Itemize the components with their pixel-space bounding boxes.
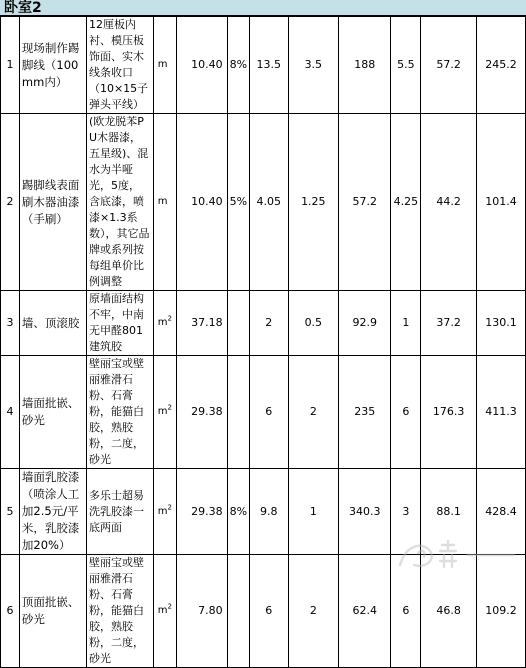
table-row (1, 555, 526, 668)
row-number: 5 (1, 469, 20, 555)
item-name: 踢脚线表面刷木器油漆（手刷） (19, 114, 86, 291)
quantity: 10.40 (176, 114, 227, 291)
labor-total: 57.2 (421, 17, 477, 114)
item-name: 墙、顶滚胶 (19, 291, 86, 356)
labor-unit-price: 6 (391, 555, 421, 668)
auxiliary-unit-price: 3.5 (288, 17, 339, 114)
material-unit-price: 4.05 (250, 114, 288, 291)
labor-total: 44.2 (421, 114, 477, 291)
labor-total: 37.2 (421, 291, 477, 356)
loss-rate (227, 555, 249, 668)
item-description: (欧龙脱苯PU木器漆，五星级)、混水为半哑光，5度，含底漆，喷漆×1.3系数），其它品牌或系列按每组单价比例调整 (86, 114, 153, 291)
item-name: 现场制作踢脚线（100mm内） (19, 17, 86, 114)
unit: $m^2$ (153, 291, 176, 356)
unit: $m^2$ (153, 469, 176, 555)
material-total: 57.2 (339, 114, 391, 291)
item-description: 壁丽宝或壁丽雅滑石粉、石膏粉，能猫白胶，熟胶粉，二度，砂光 (86, 356, 153, 469)
quantity: 29.38 (176, 356, 227, 469)
material-unit-price: 6 (250, 356, 288, 469)
unit: $m^2$ (153, 356, 176, 469)
material-unit-price: 9.8 (250, 469, 288, 555)
item-name: 顶面批嵌、砂光 (19, 555, 86, 668)
loss-rate (227, 356, 249, 469)
item-name: 墙面乳胶漆（喷涂人工加2.5元/平米，乳胶漆加20%） (19, 469, 86, 555)
section-title: 卧室2 (0, 0, 526, 16)
material-unit-price: 2 (250, 291, 288, 356)
row-total: 428.4 (477, 469, 526, 555)
item-description: 12厘板内衬、模压板饰面、实木线条收口（10×15子弹头平线） (86, 17, 153, 114)
labor-unit-price: 4.25 (391, 114, 421, 291)
quantity: 10.40 (176, 17, 227, 114)
quantity: 29.38 (176, 469, 227, 555)
row-total: 411.3 (477, 356, 526, 469)
loss-rate: 8% (227, 17, 249, 114)
item-description: 原墙面结构不牢，中南无甲醛801建筑胶 (86, 291, 153, 356)
row-total: 245.2 (477, 17, 526, 114)
item-name: 墙面批嵌、砂光 (19, 356, 86, 469)
labor-unit-price: 3 (391, 469, 421, 555)
material-total: 235 (339, 356, 391, 469)
loss-rate (227, 291, 249, 356)
row-number: 1 (1, 17, 20, 114)
auxiliary-unit-price: 2 (288, 356, 339, 469)
item-description: 多乐士超易洗乳胶漆一底两面 (86, 469, 153, 555)
auxiliary-unit-price: 1 (288, 469, 339, 555)
item-description: 壁丽宝或壁丽雅滑石粉、石膏粉，能猫白胶，熟胶粉，二度，砂光 (86, 555, 153, 668)
labor-total: 88.1 (421, 469, 477, 555)
labor-total: 176.3 (421, 356, 477, 469)
unit: m (153, 17, 176, 114)
watermark-logo-icon (396, 537, 520, 571)
auxiliary-unit-price: 2 (288, 555, 339, 668)
labor-unit-price: 5.5 (391, 17, 421, 114)
table-row (1, 291, 526, 356)
labor-unit-price: 6 (391, 356, 421, 469)
material-total: 188 (339, 17, 391, 114)
labor-unit-price: 1 (391, 291, 421, 356)
material-total: 92.9 (339, 291, 391, 356)
material-total: 62.4 (339, 555, 391, 668)
table-row (1, 356, 526, 469)
row-number: 4 (1, 356, 20, 469)
material-unit-price: 13.5 (250, 17, 288, 114)
row-number: 6 (1, 555, 20, 668)
labor-total: 46.8 (421, 555, 477, 668)
table-row (1, 17, 526, 114)
table-row (1, 114, 526, 291)
loss-rate: 8% (227, 469, 249, 555)
unit: $m^2$ (153, 555, 176, 668)
loss-rate: 5% (227, 114, 249, 291)
material-total: 340.3 (339, 469, 391, 555)
row-number: 2 (1, 114, 20, 291)
unit: m (153, 114, 176, 291)
row-total: 101.4 (477, 114, 526, 291)
quantity: 7.80 (176, 555, 227, 668)
auxiliary-unit-price: 1.25 (288, 114, 339, 291)
quantity: 37.18 (176, 291, 227, 356)
row-total: 109.2 (477, 555, 526, 668)
row-number: 3 (1, 291, 20, 356)
row-total: 130.1 (477, 291, 526, 356)
auxiliary-unit-price: 0.5 (288, 291, 339, 356)
material-unit-price: 6 (250, 555, 288, 668)
